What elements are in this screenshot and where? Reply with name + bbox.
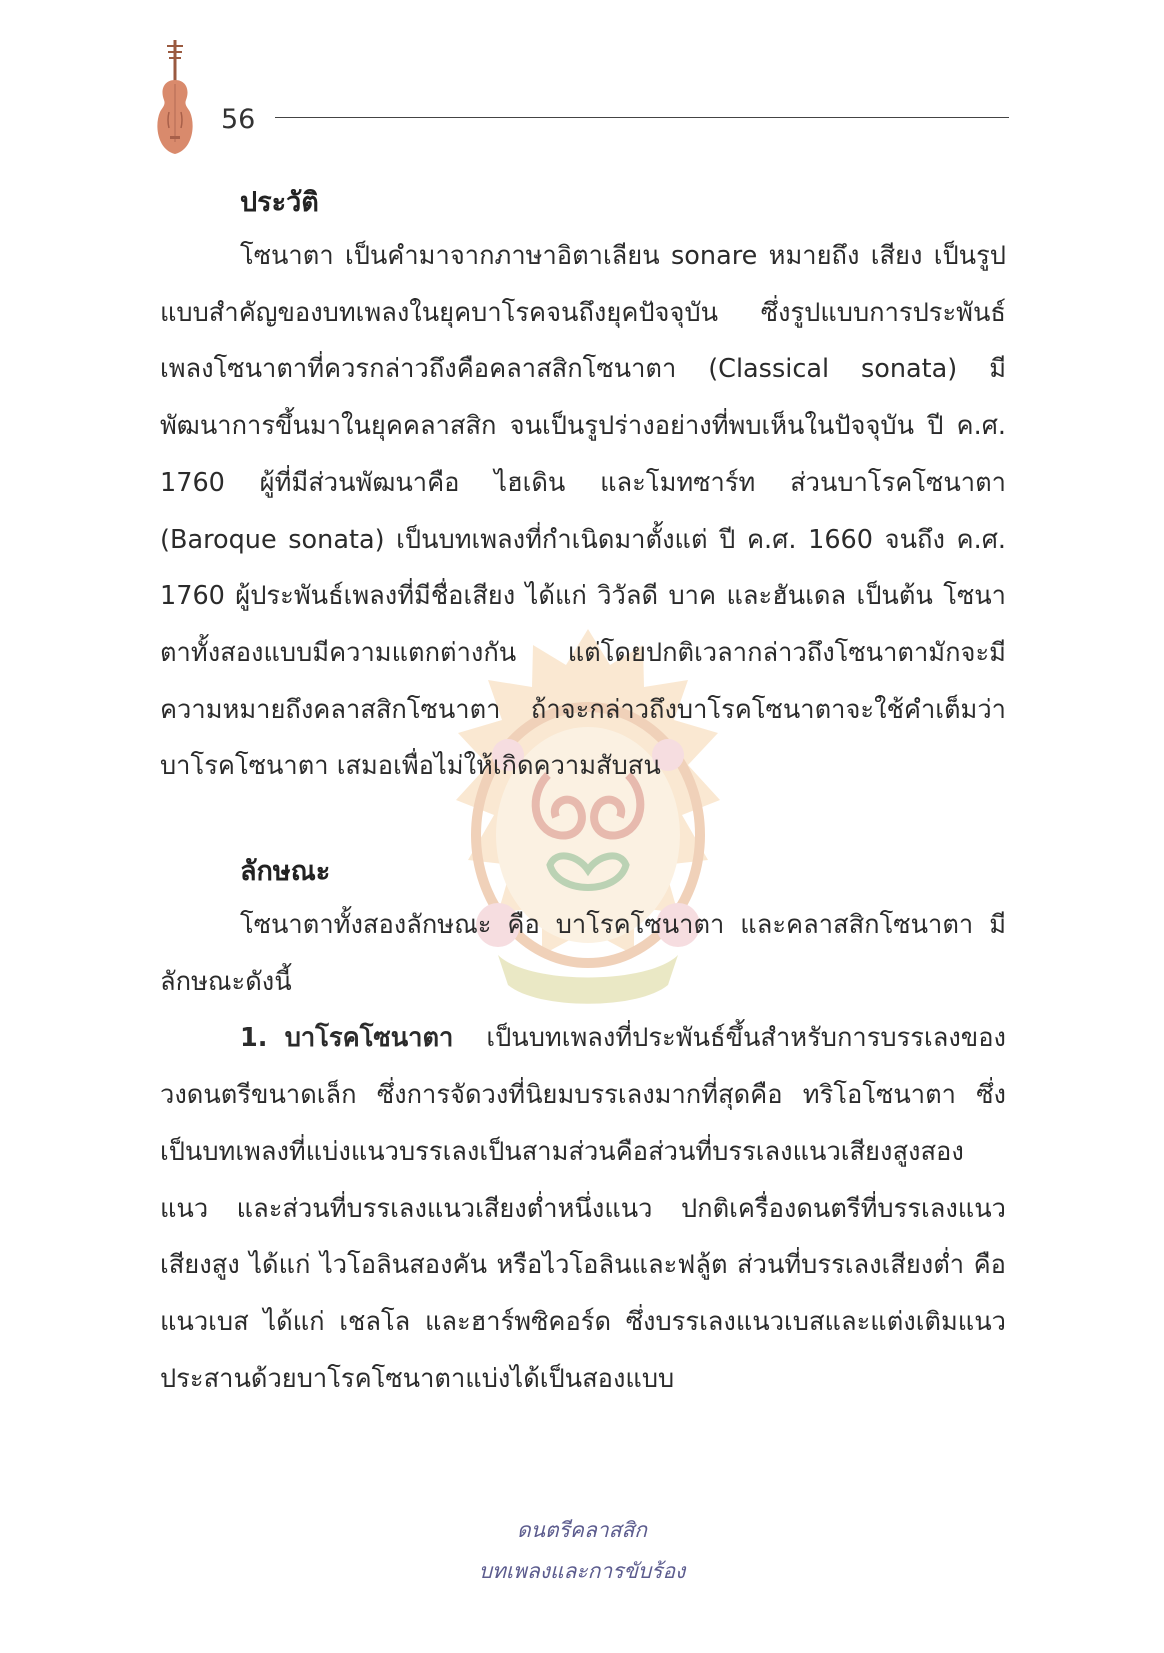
header-rule [275,117,1009,118]
baroque-sonata-paragraph [160,1010,1006,1407]
page-number: 56 [221,104,256,135]
history-paragraph: โซนาตา เป็นคำมาจากภาษาอิตาเลียน sonare หมายถึง เสียง เป็นรูปแบบสำคัญของบทเพลงในยุคบาโรคจนถึงยุคปัจจุบัน ซึ่งรูปแบบการประพันธ์เพลงโซนาตาที่ควรกล่าวถึงคือคลาสสิกโซนาตา (Classical sonata) มีพัฒนาการขึ้นมาในยุคคลาสสิก จนเป็นรูปร่างอย่างที่พบเห็นในปัจจุบัน ปี ค.ศ. 1760 ผู้ที่มีส่วนพัฒนาคือ ไฮเดิน และโมทซาร์ท ส่วนบาโรคโซนาตา (Baroque sonata) เป็นบทเพลงที่กำเนิดมาตั้งแต่ ปี ค.ศ. 1660 จนถึง ค.ศ. 1760 ผู้ประพันธ์เพลงที่มีชื่อเสียง ได้แก่ วิวัลดี บาค และฮันเดล เป็นต้น โซนาตาทั้งสองแบบมีความแตกต่างกัน แต่โดยปกติเวลากล่าวถึงโซนาตามักจะมีความหมายถึงคลาสสิกโซนาตา ถ้าจะกล่าวถึงบาโรคโซนาตาจะใช้คำเต็มว่า บาโรคโซนาตา เสมอเพื่อไม่ให้เกิดความสับสน [160,241,1006,782]
characteristics-intro-paragraph: โซนาตาทั้งสองลักษณะ คือ บาโรคโซนาตา และคลาสสิกโซนาตา มีลักษณะดังนี้ [160,910,1006,997]
section-heading-characteristics: ลักษณะ [240,856,331,888]
section-heading-history: ประวัติ [240,187,319,218]
footer-book-subtitle: บทเพลงและการขับร้อง [478,1559,686,1583]
footer-book-title: ดนตรีคลาสสิก [517,1518,647,1542]
page-content [160,178,1006,1407]
violin-icon [152,38,198,160]
baroque-sonata-label: 1. บาโรคโซนาตา [240,1023,454,1054]
baroque-sonata-text: เป็นบทเพลงที่ประพันธ์ขึ้นสำหรับการบรรเลงของวงดนตรีขนาดเล็ก ซึ่งการจัดวงที่นิยมบรรเลงมากที่สุดคือ ทริโอโซนาตา ซึ่งเป็นบทเพลงที่แบ่งแนวบรรเลงเป็นสามส่วนคือส่วนที่บรรเลงแนวเสียงสูงสองแนว และส่วนที่บรรเลงแนวเสียงต่ำหนึ่งแนว ปกติเครื่องดนตรีที่บรรเลงแนวเสียงสูง ได้แก่ ไวโอลินสองคัน หรือไวโอลินและฟลู้ต ส่วนที่บรรเลงเสียงต่ำ คือ แนวเบส ได้แก่ เชลโล และฮาร์พซิคอร์ด ซึ่งบรรเลงแนวเบสและแต่งเติมแนวประสานด้วยบาโรคโซนาตาแบ่งได้เป็นสองแบบ [160,1023,1006,1394]
